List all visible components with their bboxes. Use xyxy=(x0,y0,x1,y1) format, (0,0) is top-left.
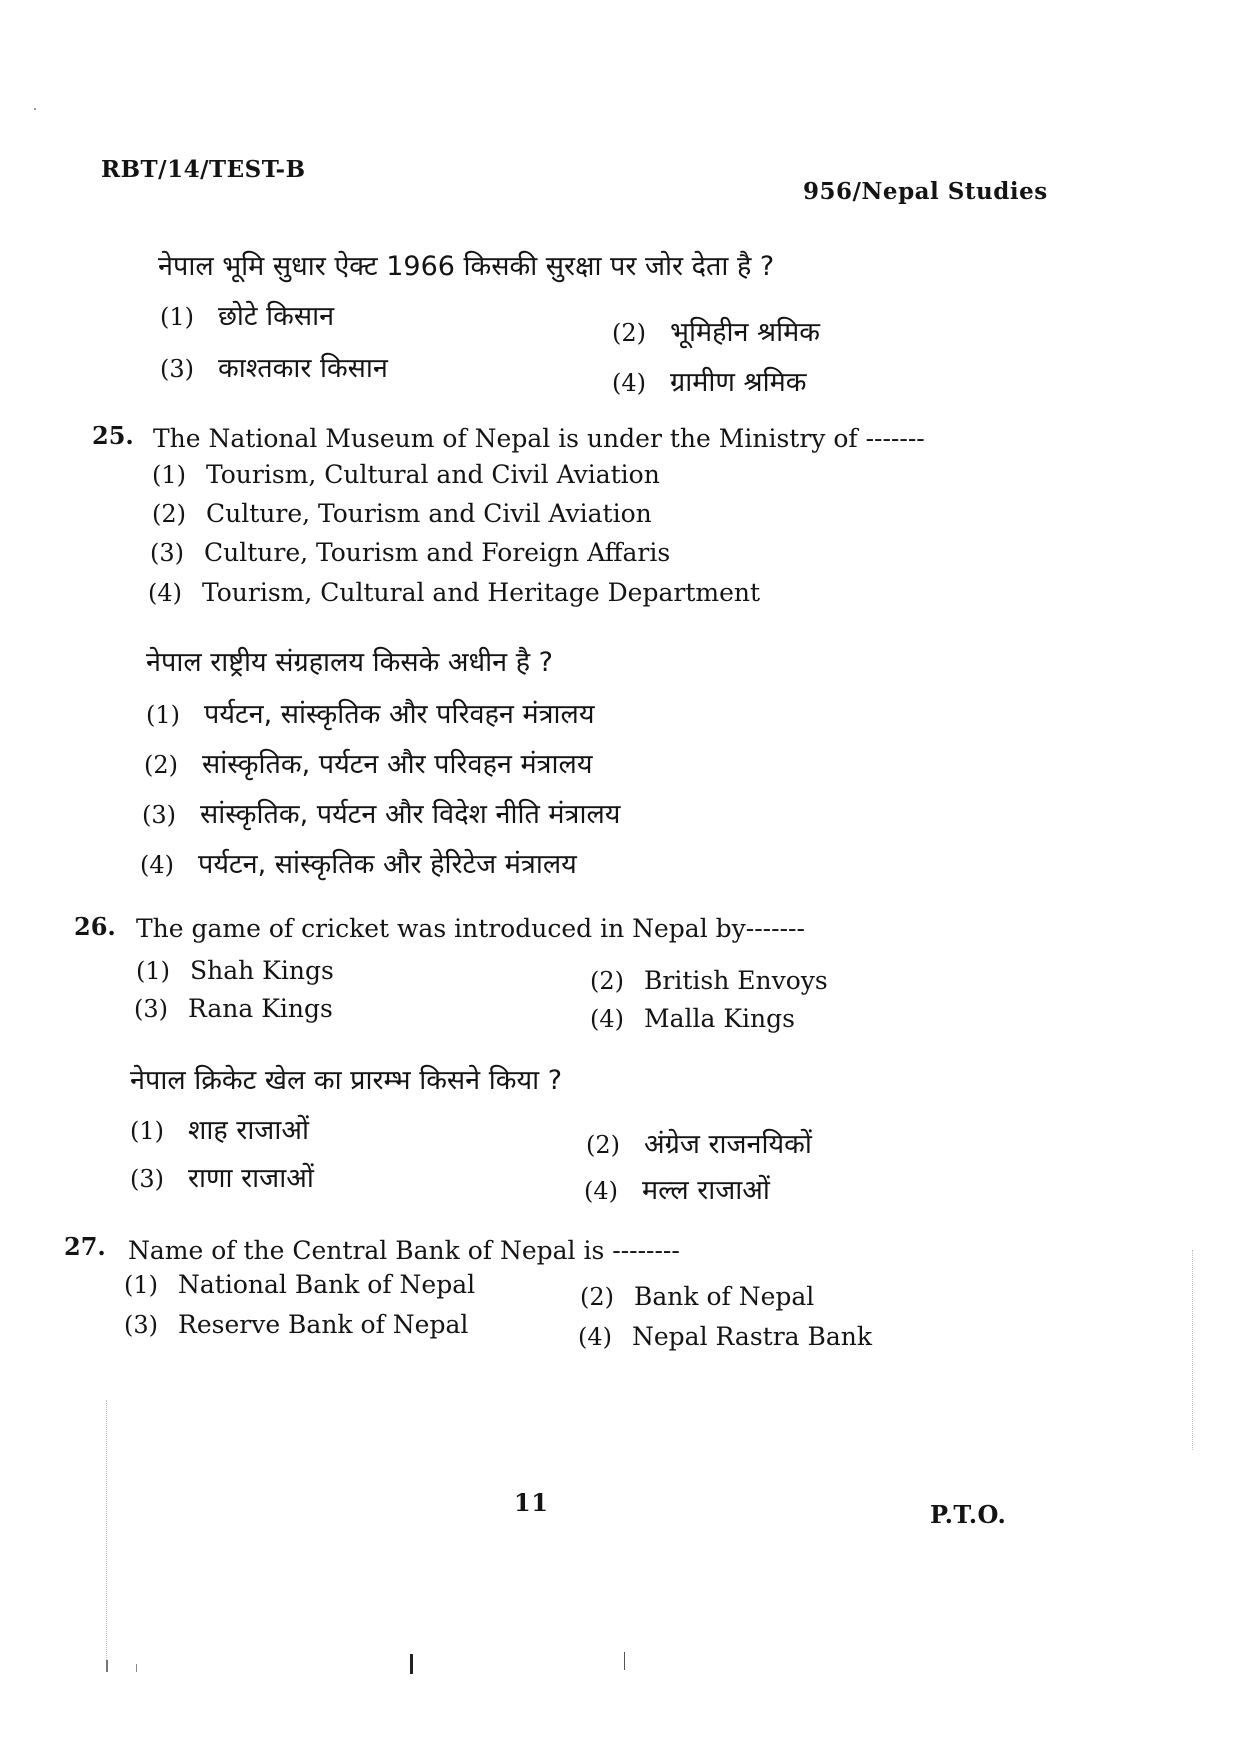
scan-mark xyxy=(136,1664,137,1672)
option-text: मल्ल राजाओं xyxy=(642,1175,770,1206)
option-number: (2) xyxy=(586,1131,620,1159)
option-text: Shah Kings xyxy=(190,956,334,985)
q26-option-4 xyxy=(590,1004,795,1033)
option-number: (2) xyxy=(590,967,624,995)
option-text: सांस्कृतिक, पर्यटन और विदेश नीति मंत्रालय xyxy=(200,799,621,830)
option-number: (2) xyxy=(144,751,178,779)
option-number: (2) xyxy=(152,500,186,528)
option-number: (4) xyxy=(584,1177,618,1205)
q25-hindi-question: नेपाल राष्ट्रीय संग्रहालय किसके अधीन है ? xyxy=(146,647,553,678)
q25-hindi-option-4 xyxy=(140,844,577,881)
option-number: (3) xyxy=(150,539,184,567)
q26-hindi-option-2 xyxy=(586,1124,812,1161)
option-text: British Envoys xyxy=(644,966,828,995)
option-number: (4) xyxy=(590,1005,624,1033)
scan-edge-dots xyxy=(106,1400,108,1660)
q26-option-2 xyxy=(590,966,828,995)
option-text: Bank of Nepal xyxy=(634,1282,815,1311)
q26-hindi-option-4 xyxy=(584,1170,770,1207)
option-number: (1) xyxy=(124,1271,158,1299)
option-number: (1) xyxy=(146,701,180,729)
scan-mark xyxy=(624,1652,625,1670)
q24-hindi-option-2 xyxy=(612,312,820,349)
q25-number: 25. xyxy=(92,421,134,450)
scan-edge-dots xyxy=(1192,1250,1194,1450)
option-number: (1) xyxy=(152,461,186,489)
q25-option-2 xyxy=(152,499,652,528)
q27-option-3 xyxy=(124,1310,468,1339)
option-number: (2) xyxy=(612,319,646,347)
option-number: (4) xyxy=(148,579,182,607)
q25-option-1 xyxy=(152,460,660,489)
option-text: Rana Kings xyxy=(188,994,333,1023)
q26-hindi-option-3 xyxy=(130,1158,314,1195)
q26-option-3 xyxy=(134,994,333,1023)
option-text: Culture, Tourism and Civil Aviation xyxy=(206,499,652,528)
q27-option-4 xyxy=(578,1322,872,1351)
option-number: (1) xyxy=(130,1117,164,1145)
option-text: Tourism, Cultural and Civil Aviation xyxy=(206,460,660,489)
option-number: (3) xyxy=(134,995,168,1023)
option-text: शाह राजाओं xyxy=(188,1115,309,1146)
q24-hindi-option-3 xyxy=(160,348,388,385)
option-number: (3) xyxy=(142,801,176,829)
q25-option-3 xyxy=(150,538,670,567)
q26-hindi-question: नेपाल क्रिकेट खेल का प्रारम्भ किसने किया ? xyxy=(130,1065,563,1096)
option-text: National Bank of Nepal xyxy=(178,1270,476,1299)
option-text: ग्रामीण श्रमिक xyxy=(670,367,807,398)
scan-mark xyxy=(410,1654,413,1674)
option-number: (4) xyxy=(578,1323,612,1351)
scan-mark xyxy=(106,1660,108,1672)
option-text: Nepal Rastra Bank xyxy=(632,1322,873,1351)
option-number: (4) xyxy=(140,851,174,879)
option-text: पर्यटन, सांस्कृतिक और परिवहन मंत्रालय xyxy=(204,699,595,730)
q26-number: 26. xyxy=(74,912,116,941)
q27-number: 27. xyxy=(64,1232,106,1261)
option-number: (1) xyxy=(160,303,194,331)
option-text: Culture, Tourism and Foreign Affaris xyxy=(204,538,671,567)
q27-option-2 xyxy=(580,1282,814,1311)
option-text: अंग्रेज राजनयिकों xyxy=(644,1129,812,1160)
option-number: (3) xyxy=(124,1311,158,1339)
header-subject: 956/Nepal Studies xyxy=(803,178,1048,205)
option-text: Reserve Bank of Nepal xyxy=(178,1310,469,1339)
header-code: RBT/14/TEST-B xyxy=(101,156,306,183)
q27-option-1 xyxy=(124,1270,475,1299)
pto-label: P.T.O. xyxy=(930,1500,1007,1529)
q26-hindi-option-1 xyxy=(130,1110,309,1147)
option-text: Tourism, Cultural and Heritage Department xyxy=(202,578,761,607)
q25-question: The National Museum of Nepal is under the Ministry of ------- xyxy=(153,424,925,453)
option-number: (3) xyxy=(160,355,194,383)
option-text: राणा राजाओं xyxy=(188,1163,314,1194)
option-number: (3) xyxy=(130,1165,164,1193)
option-text: छोटे किसान xyxy=(218,301,335,332)
q27-question: Name of the Central Bank of Nepal is -------- xyxy=(128,1236,680,1265)
q24-hindi-option-1 xyxy=(160,296,334,333)
option-text: पर्यटन, सांस्कृतिक और हेरिटेज मंत्रालय xyxy=(198,849,577,880)
q24-hindi-question: नेपाल भूमि सुधार ऐक्ट 1966 किसकी सुरक्षा पर जोर देता है ? xyxy=(158,251,775,282)
page-number: 11 xyxy=(514,1488,549,1517)
option-number: (1) xyxy=(136,957,170,985)
q25-option-4 xyxy=(148,578,760,607)
scan-mark xyxy=(34,108,36,110)
option-number: (2) xyxy=(580,1283,614,1311)
option-number: (4) xyxy=(612,369,646,397)
q24-hindi-option-4 xyxy=(612,362,806,399)
q25-hindi-option-3 xyxy=(142,794,620,831)
option-text: भूमिहीन श्रमिक xyxy=(670,317,821,348)
q25-hindi-option-2 xyxy=(144,744,592,781)
option-text: Malla Kings xyxy=(644,1004,795,1033)
q26-question: The game of cricket was introduced in Nepal by------- xyxy=(136,914,805,943)
q26-option-1 xyxy=(136,956,334,985)
option-text: सांस्कृतिक, पर्यटन और परिवहन मंत्रालय xyxy=(202,749,593,780)
q25-hindi-option-1 xyxy=(146,694,594,731)
option-text: काश्तकार किसान xyxy=(218,353,388,384)
